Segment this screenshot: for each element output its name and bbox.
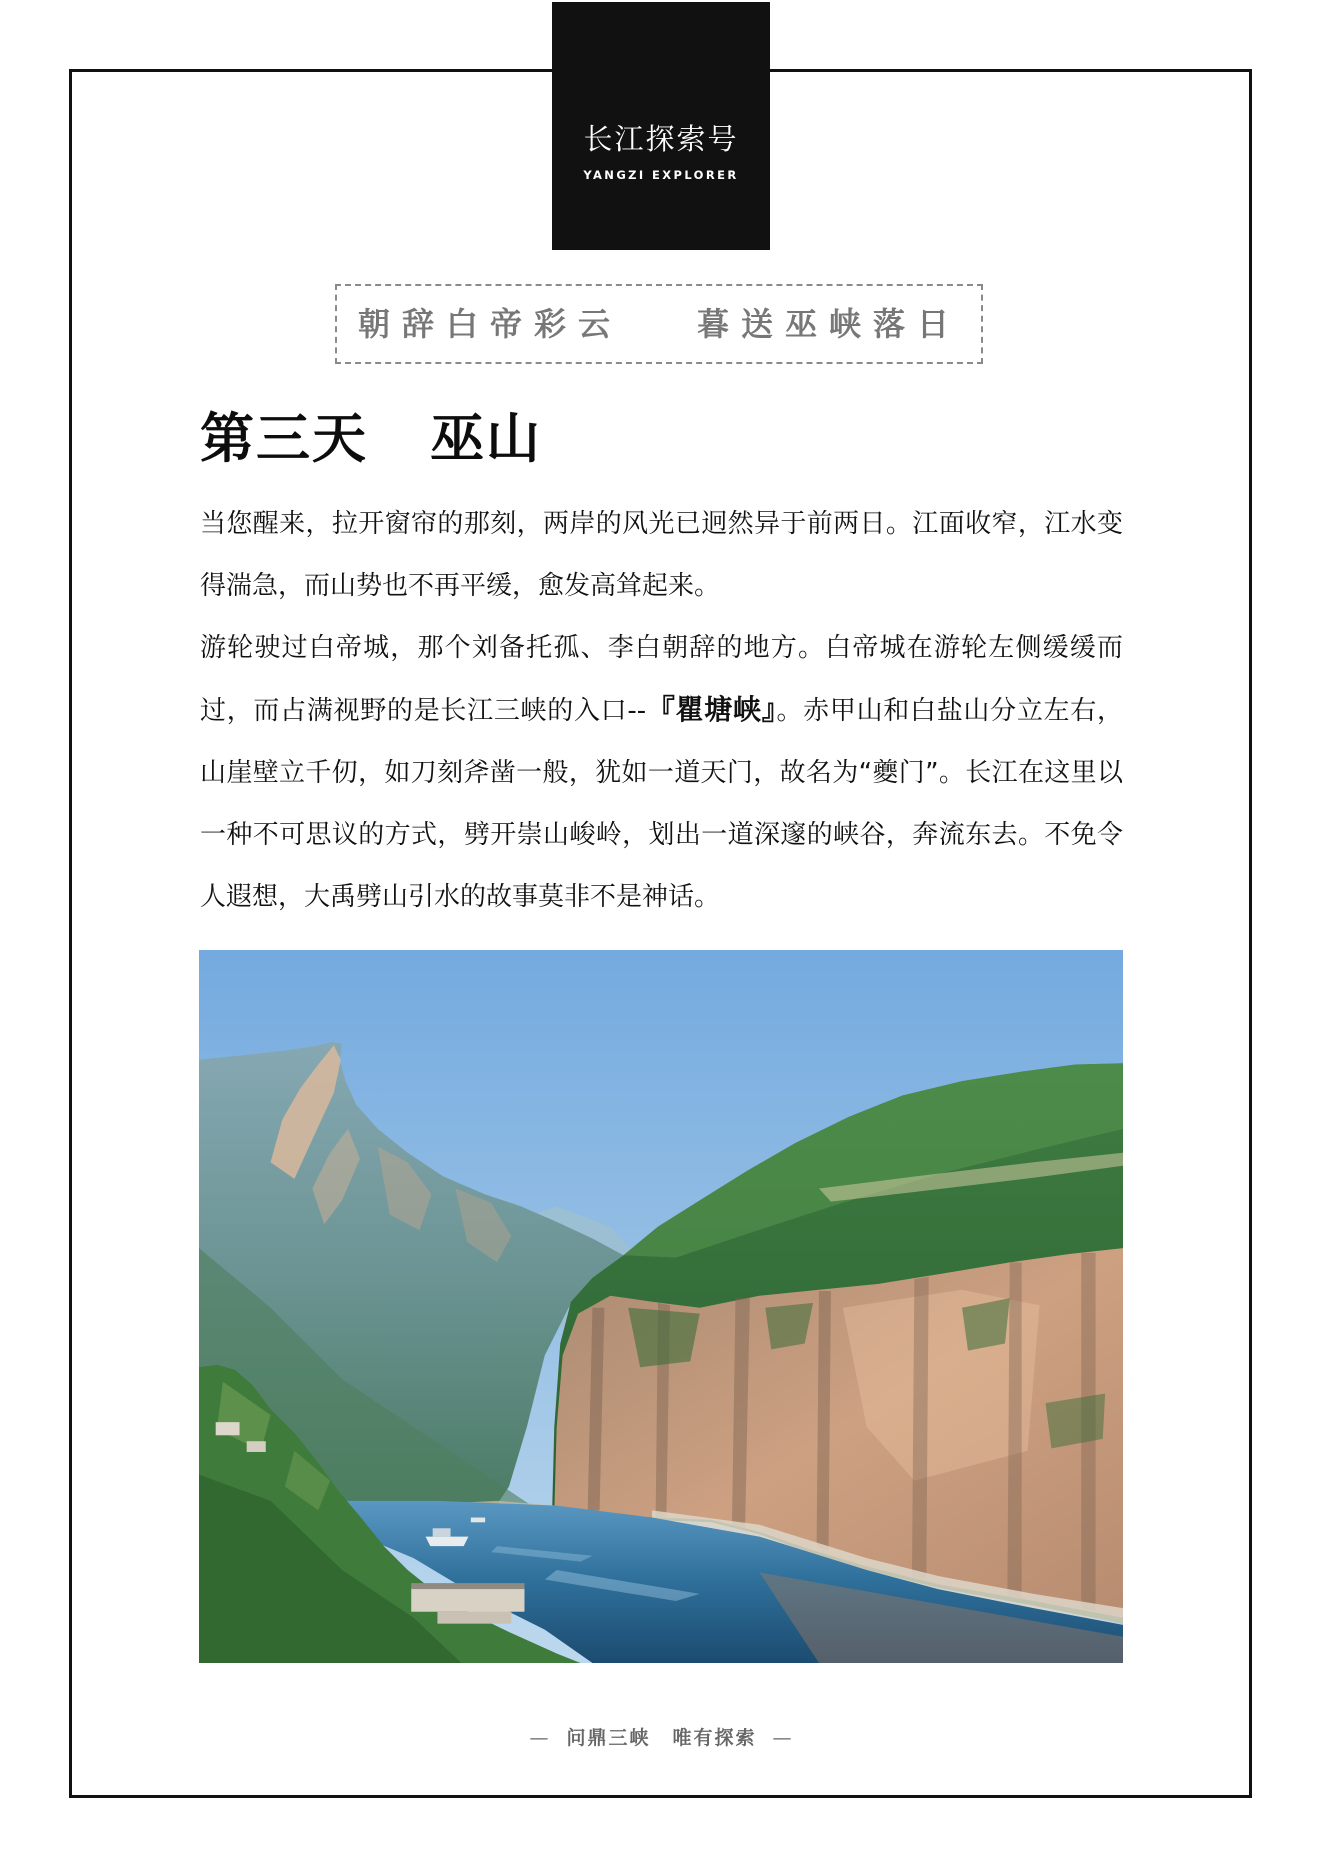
poem-banner — [335, 284, 983, 364]
footer-dash-right: — — [772, 1727, 794, 1749]
title-place: 巫山 — [430, 406, 542, 470]
footer-slogan-left: 问鼎三峡 — [566, 1727, 651, 1749]
gorge-name-highlight: 『瞿塘峡』 — [646, 693, 777, 726]
paragraph-2-part-2: 。赤甲山和白盐山分立左右，山崖壁立千仞，如刀刻斧凿一般，犹如一道天门，故名为“夔门”。长江在这里以一种不可思议的方式，劈开崇山峻岭，划出一道深邃的峡谷，奔流东去。不免令人遐想，大禹劈山引水的故事莫非不是神话。 — [200, 696, 1123, 912]
paragraph-1: 当您醒来，拉开窗帘的那刻，两岸的风光已迥然异于前两日。江面收窄，江水变得湍急，而山势也不再平缓，愈发高耸起来。 — [200, 509, 1123, 601]
brand-logo — [552, 2, 770, 250]
paragraph-2-part-1: 游轮驶过白帝城，那个刘备托孤、李白朝辞的地方。白帝城在游轮左侧缓缓而过，而占满视野的是长江三峡的入口-- — [200, 633, 1123, 726]
logo-name-chinese: 长江探索号 — [583, 122, 739, 156]
title-day: 第三天 — [200, 406, 368, 470]
poem-line-right: 暮送巫峡落日 — [697, 305, 962, 343]
poem-line-left: 朝辞白帝彩云 — [358, 305, 623, 343]
footer-dash-left: — — [529, 1727, 551, 1749]
footer-slogan-right: 唯有探索 — [672, 1727, 757, 1749]
logo-name-english: YANGZI EXPLORER — [583, 168, 739, 182]
